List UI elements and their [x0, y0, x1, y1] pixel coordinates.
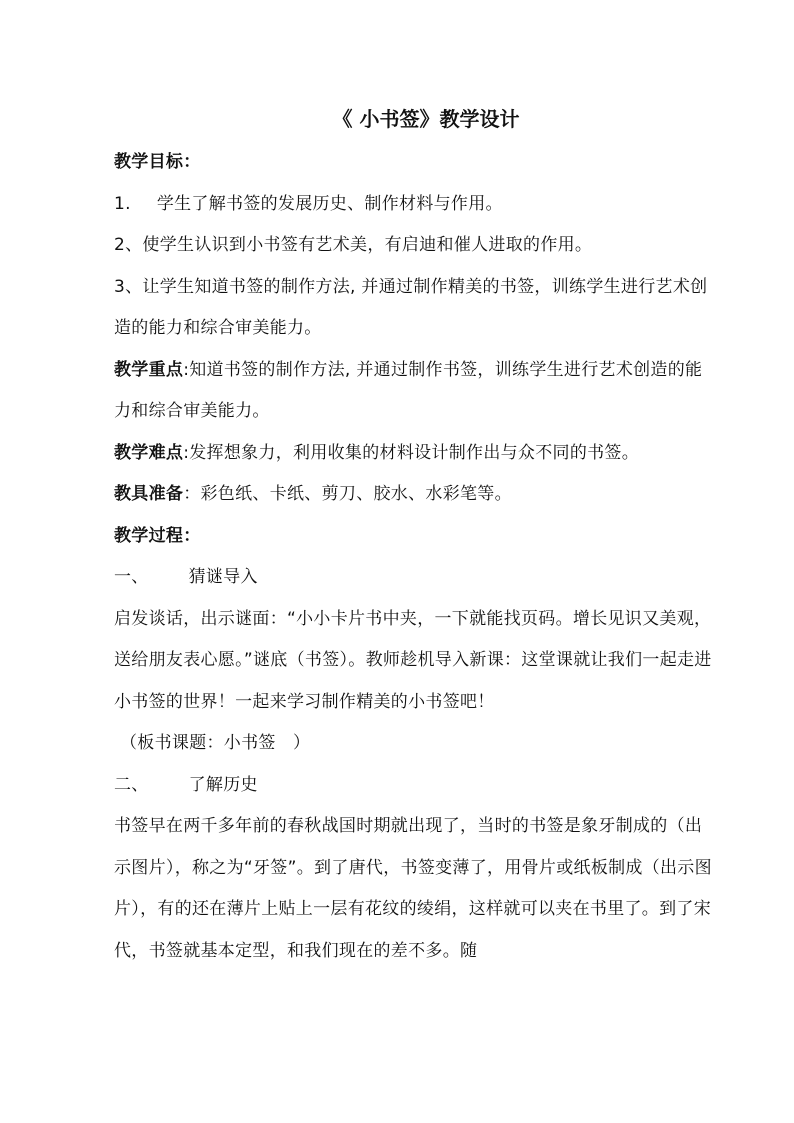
section-1-body: 启发谈话，出示谜面：“小小卡片书中夹，一下就能找页码。增长见识又美观，送给朋友表心愿。”谜底（书签）。教师趁机导入新课：这堂课就让我们一起走进小书签的世界！一起来学习制作精美的小书签吧！ [114, 608, 712, 712]
document-title: 《 小书签》教学设计 [332, 107, 520, 131]
objective-1-text: 学生了解书签的发展历史、制作材料与作用。 [156, 193, 503, 214]
objective-1-number: 1. [114, 193, 131, 214]
document-body [114, 100, 714, 972]
key-point-label: 教学重点 [114, 359, 184, 380]
key-point [114, 350, 714, 433]
board-note: （板书课题：小书签 ） [120, 733, 311, 753]
section-1-heading [114, 557, 714, 599]
section-1-title: 猜谜导入 [188, 567, 258, 587]
tools-label: 教具准备 [114, 484, 184, 504]
section-2-title: 了解历史 [188, 774, 258, 795]
difficulty-label: 教学难点 [114, 442, 184, 463]
objective-3: 3、让学生知道书签的制作方法, 并通过制作精美的书签，训练学生进行艺术创造的能力和综合审美能力。 [114, 276, 708, 338]
objective-1 [114, 184, 714, 226]
difficulty [114, 433, 714, 475]
difficulty-text: :发挥想象力，利用收集的材料设计制作出与众不同的书签。 [183, 442, 640, 463]
process-heading: 教学过程： [114, 525, 201, 546]
key-point-text: :知道书签的制作方法, 并通过制作书签，训练学生进行艺术创造的能力和综合审美能力。 [114, 359, 703, 421]
tools [114, 474, 714, 516]
section-2-body: 书签早在两千多年前的春秋战国时期就出现了，当时的书签是象牙制成的（出示图片），称之为“牙签”。到了唐代，书签变薄了，用骨片或纸板制成（出示图片），有的还在薄片上贴上一层有花纹的绫绢，这样就可以夹在书里了。到了宋代，书签就基本定型，和我们现在的差不多。随 [114, 816, 712, 961]
section-2-number: 二、 [114, 774, 149, 795]
section-1-number: 一、 [114, 567, 149, 587]
objective-2: 2、使学生认识到小书签有艺术美，有启迪和催人进取的作用。 [114, 235, 593, 255]
objectives-heading: 教学目标： [114, 152, 201, 172]
tools-text: ：彩色纸、卡纸、剪刀、胶水、水彩笔等。 [183, 484, 512, 504]
section-2-heading [114, 765, 714, 807]
